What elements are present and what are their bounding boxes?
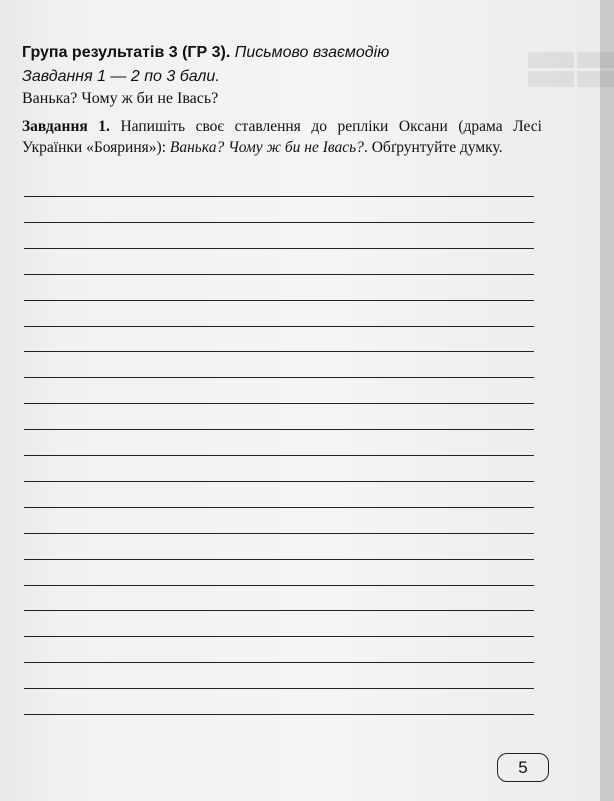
answer-line (24, 326, 534, 327)
task-text-after: . Обґрунтуйте думку. (363, 139, 503, 156)
answer-line (24, 248, 534, 249)
points-info: Завдання 1 — 2 по 3 бали. (22, 68, 220, 85)
answer-line (24, 559, 534, 560)
answer-line (24, 507, 534, 508)
answer-line (24, 274, 534, 275)
answer-line (24, 481, 534, 482)
answer-lines (24, 0, 534, 801)
task-quote: Ванька? Чому ж би не Івась? (169, 139, 364, 156)
quote-line: Ванька? Чому ж би не Івась? (22, 90, 219, 107)
group-label: Група результатів 3 (ГР 3). (22, 44, 231, 61)
answer-line (24, 610, 534, 611)
answer-line (24, 533, 534, 534)
answer-line (24, 662, 534, 663)
answer-line (24, 403, 534, 404)
group-subtitle: Письмово взаємодію (234, 44, 390, 61)
answer-line (24, 222, 534, 223)
answer-line (24, 351, 534, 352)
answer-line (24, 636, 534, 637)
task-label: Завдання 1. (22, 118, 110, 135)
answer-line (24, 714, 534, 715)
answer-line (24, 377, 534, 378)
answer-line (24, 196, 534, 197)
task-text-before: Напишіть своє ставлення до репліки Оксани (драма Лесі Українки «Бояриня»): (22, 118, 542, 156)
answer-line (24, 429, 534, 430)
answer-line (24, 688, 534, 689)
answer-line (24, 300, 534, 301)
answer-line (24, 585, 534, 586)
answer-line (24, 455, 534, 456)
bleed-through-text: █████ ████ █████ ████ (528, 52, 614, 86)
page-number: 5 (497, 753, 549, 782)
